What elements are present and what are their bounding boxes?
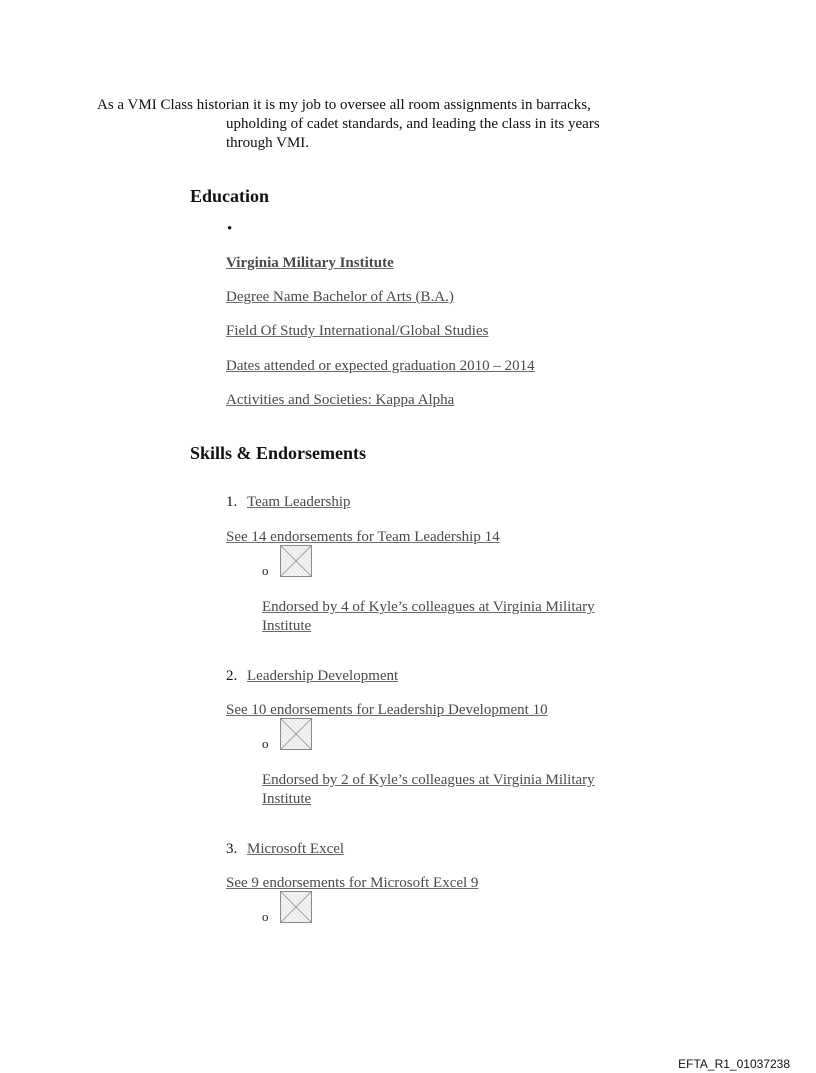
see-endorsements-link[interactable]: See 9 endorsements for Microsoft Excel 9 xyxy=(226,875,479,891)
intro-line-2: upholding of cadet standards, and leading the class in its years xyxy=(226,116,600,132)
skill-link-team-leadership[interactable]: Team Leadership xyxy=(247,494,351,510)
degree-link[interactable]: Degree Name Bachelor of Arts (B.A.) xyxy=(226,289,454,305)
skill-number: 2. xyxy=(226,668,238,684)
intro-line-1: As a VMI Class historian it is my job to oversee all room assignments in barracks, xyxy=(97,97,591,113)
list-circle-icon: o xyxy=(262,736,269,751)
skill-link-microsoft-excel[interactable]: Microsoft Excel xyxy=(247,841,345,857)
activities-link[interactable]: Activities and Societies: Kappa Alpha xyxy=(226,392,455,408)
see-endorsements-link[interactable]: See 14 endorsements for Team Leadership 14 xyxy=(226,529,500,545)
field-of-study-link[interactable]: Field Of Study International/Global Studies xyxy=(226,323,489,339)
skill-number: 3. xyxy=(226,841,238,857)
skills-heading: Skills & Endorsements xyxy=(190,443,367,463)
list-circle-icon: o xyxy=(262,563,269,578)
broken-image-icon xyxy=(280,545,312,577)
skill-number: 1. xyxy=(226,494,238,510)
endorsed-by-link-continued[interactable]: Institute xyxy=(262,791,312,807)
list-circle-icon: o xyxy=(262,909,269,924)
see-endorsements-link[interactable]: See 10 endorsements for Leadership Development 10 xyxy=(226,702,548,718)
endorsed-by-link[interactable]: Endorsed by 2 of Kyle’s colleagues at Virginia Military xyxy=(262,772,595,788)
endorsed-by-link[interactable]: Endorsed by 4 of Kyle’s colleagues at Virginia Military xyxy=(262,599,595,615)
skill-link-leadership-development[interactable]: Leadership Development xyxy=(247,668,399,684)
broken-image-icon xyxy=(280,718,312,750)
education-heading: Education xyxy=(190,186,270,206)
broken-image-icon xyxy=(280,891,312,923)
school-link[interactable]: Virginia Military Institute xyxy=(226,255,394,271)
dates-attended-link[interactable]: Dates attended or expected graduation 2010 – 2014 xyxy=(226,358,535,374)
endorsed-by-link-continued[interactable]: Institute xyxy=(262,618,312,634)
bullet-icon: • xyxy=(227,221,233,237)
intro-line-3: through VMI. xyxy=(226,135,310,151)
document-id: EFTA_R1_01037238 xyxy=(678,1057,790,1071)
